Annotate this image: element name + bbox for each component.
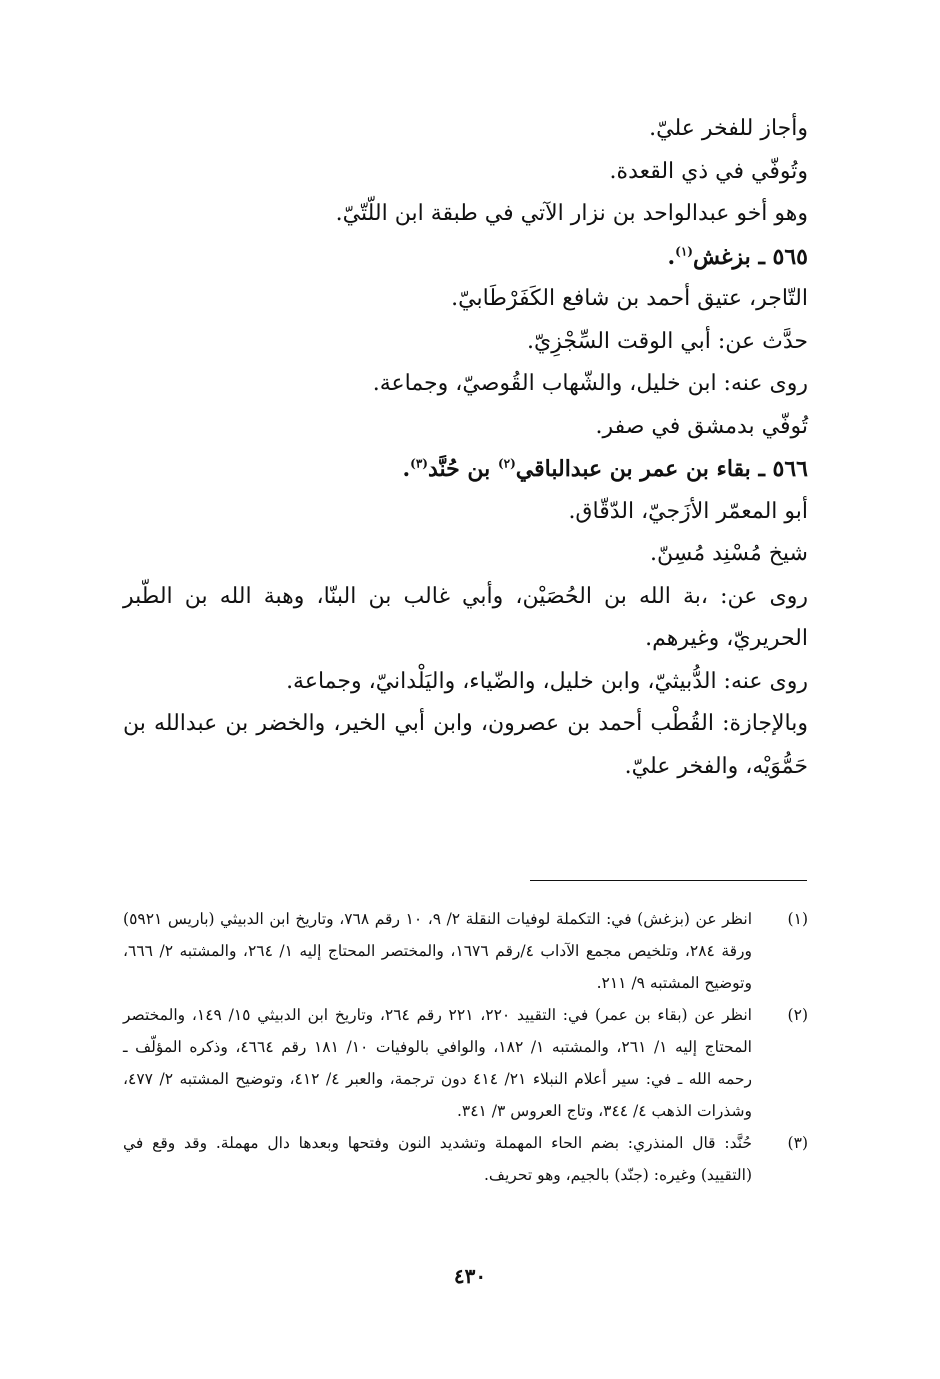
page-number: ٤٣٠ <box>453 1264 487 1288</box>
text-line: روى عنه: ابن خليل، والشّهاب القُوصيّ، وجماعة. <box>372 371 808 396</box>
text-line: وأجاز للفخر عليّ. <box>649 116 808 141</box>
footnote-number: (٢) <box>787 1006 808 1024</box>
footnote-2 <box>123 999 808 1127</box>
text-line: شيخ مُسْنِد مُسِنّ. <box>649 541 808 566</box>
footnote-1 <box>123 903 808 999</box>
footnote-number: (١) <box>787 910 808 928</box>
text-paragraph: وبالإجازة: القُطْب أحمد بن عصرون، وابن أبي الخير، والخضر بن عبدالله بن حَمُّوَيْه، والفخر عليّ. <box>123 711 808 779</box>
entry-heading-565 <box>123 236 808 279</box>
footnote-ref: (١) <box>675 244 693 259</box>
footnote-3 <box>123 1127 808 1191</box>
text-line: حدَّث عن: أبي الوقت السِّجْزِيّ. <box>527 328 808 354</box>
text-line: روى عنه: الدُّبيثيّ، وابن خليل، والضّياء، واليَلْدانيّ، وجماعة. <box>286 668 808 694</box>
footnote-text: انظر عن (بزغش) في: التكملة لوفيات النقلة ٢/ ٩، ١٠ رقم ٧٦٨، وتاريخ ابن الدبيثي (باريس ٥٩٢١) ورقة ٢٨٤، وتلخيص مجمع الآداب ٤/رقم ١٦٧٦، والمختصر المحتاج إليه ١/ ٢٦٤، والمشتبه ٢/ ٦٦٦، وتوضيح المشتبه ٩/ ٢١١. <box>123 910 753 992</box>
text-paragraph: روى عن: ،بة الله بن الحُصَيْن، وأبي غالب بن البنّا، وهبة الله بن الطّبر الحريريّ، وغيرهم. <box>123 583 808 651</box>
entry-heading-text: بن حُنَّد <box>427 456 498 482</box>
heading-end: . <box>667 243 676 270</box>
entry-heading-text: ٥٦٥ ـ بزغش <box>692 243 808 270</box>
main-text-block <box>123 108 808 788</box>
text-line: وهو أخو عبدالواحد بن نزار الآتي في طبقة ابن اللّتّيّ. <box>335 201 808 226</box>
footnotes <box>123 903 808 1191</box>
text-line: أبو المعمّر الأزَجيّ، الدّقّاق. <box>568 498 808 524</box>
footnote-ref: (٣) <box>410 456 428 471</box>
footnote-separator <box>530 880 807 881</box>
text-line: التّاجر، عتيق أحمد بن شافع الكَفَرْطَابيّ. <box>451 286 808 311</box>
footnote-text: انظر عن (بقاء بن عمر) في: التقييد ٢٢٠، ٢٢١ رقم ٢٦٤، وتاريخ ابن الدبيثي ١٥/ ١٤٩، والمختصر المحتاج إليه ١/ ٢٦١، والمشتبه ١/ ١٨٢، والوافي بالوفيات ١٠/ ١٨١ رقم ٤٦٦٤، وذكره المؤلّف ـ رحمه الله ـ في: سير أعلام النبلاء ٢١/ ٤١٤ دون ترجمة، والعبر ٤/ ٤١٢، وتوضيح المشتبه ٢/ ٤٧٧، وشذرات الذهب ٤/ ٣٤٤، وتاج العروس ٣/ ٣٤١. <box>123 1006 752 1120</box>
footnote-ref: (٢) <box>497 456 516 471</box>
entry-heading-text: ٥٦٦ ـ بقاء بن عمر بن عبدالباقي <box>515 456 808 482</box>
entry-heading-566 <box>123 448 808 491</box>
heading-end: . <box>402 456 411 482</box>
text-line: تُوفّي بدمشق في صفر. <box>595 413 808 439</box>
footnote-number: (٣) <box>787 1134 808 1152</box>
text-line: وتُوفّي في ذي القعدة. <box>609 158 808 184</box>
footnote-text: حُنَّد: قال المنذري: بضم الحاء المهملة وتشديد النون وفتحها وبعدها دال مهملة. وقد وقع في (التقييد) وغيره: (جنّد) بالجيم، وهو تحريف. <box>123 1134 752 1184</box>
